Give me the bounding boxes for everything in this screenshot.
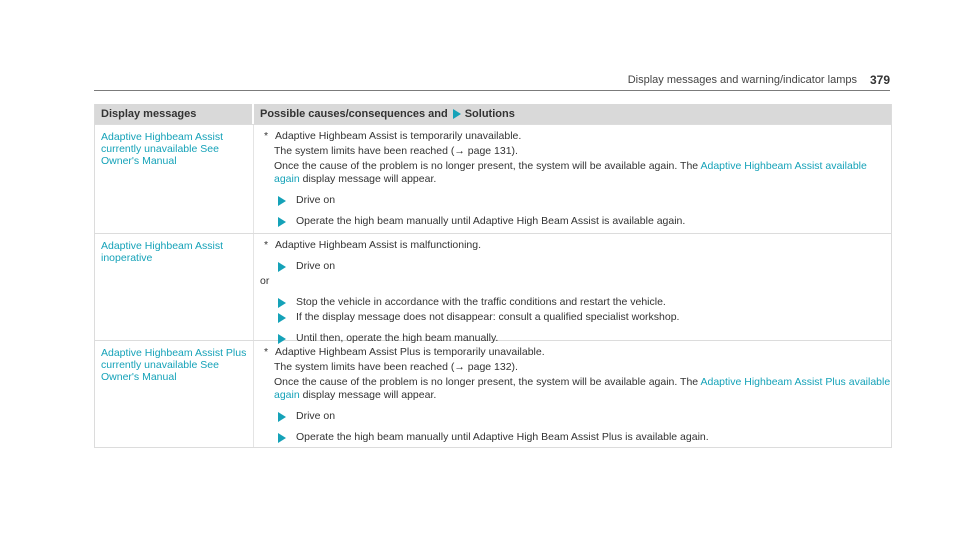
col-heading-causes-solutions: Possible causes/consequences and Solutions [260,108,515,120]
page-ref-arrow-icon: → [454,145,465,157]
or-label: or [260,275,270,287]
col-heading-display-messages: Display messages [95,104,254,124]
asterisk-icon: * [264,239,269,251]
step-arrow-icon [278,433,286,443]
solution-arrow-icon [453,109,461,119]
step-arrow-icon [278,196,286,206]
section-title: Display messages and warning/indicator lamps [627,74,857,86]
page-number: 379 [869,73,890,87]
display-message: Adaptive Highbeam Assist inoperative [95,234,254,340]
cause-line: * Adaptive Highbeam Assist Plus is temporarily unavailable. [260,346,891,359]
page-header [94,72,890,91]
display-message-inline: Adaptive Highbeam Assist Plus available again [274,376,891,401]
causes-solutions [254,341,891,447]
solution-step: Drive on [260,410,891,423]
display-message-inline: Adaptive Highbeam Assist available again [274,160,867,185]
once-line: Once the cause of the problem is no longer present, the system will be available again. The Adaptive Highbeam Assist Plus available again display message will appear. [274,376,891,401]
table-row [95,340,891,447]
step-arrow-icon [278,217,286,227]
page-reference-link[interactable]: page 132). [467,361,518,373]
step-arrow-icon [278,262,286,272]
display-message: Adaptive Highbeam Assist Plus currently unavailable See Owner's Manual [95,341,254,447]
table-row [95,233,891,344]
display-messages-table [94,104,892,448]
limits-line: The system limits have been reached (→ page 131). [274,145,518,157]
causes-solutions [254,234,891,344]
step-arrow-icon [278,313,286,323]
table-header [95,104,891,124]
cause-line: * Adaptive Highbeam Assist is malfunctioning. [260,239,891,252]
solution-step: Operate the high beam manually until Adaptive High Beam Assist Plus is available again. [260,431,891,444]
once-line: Once the cause of the problem is no longer present, the system will be available again. The Adaptive Highbeam Assist available again display message will appear. [274,160,867,185]
asterisk-icon: * [264,130,269,142]
solution-step: Until then, operate the high beam manually. [260,332,891,345]
cause-line: * Adaptive Highbeam Assist is temporarily unavailable. [260,130,891,143]
asterisk-icon: * [264,346,269,358]
causes-solutions [254,125,891,233]
limits-line: The system limits have been reached (→ page 132). [274,361,518,373]
display-message: Adaptive Highbeam Assist currently unavailable See Owner's Manual [95,125,254,233]
page-ref-arrow-icon: → [454,361,465,373]
step-arrow-icon [278,298,286,308]
solution-step: Operate the high beam manually until Adaptive High Beam Assist is available again. [260,215,891,228]
solution-step: Stop the vehicle in accordance with the traffic conditions and restart the vehicle. [260,296,891,309]
page-reference-link[interactable]: page 131). [467,145,518,157]
table-row [95,124,891,233]
step-arrow-icon [278,412,286,422]
solution-step: Drive on [260,260,891,273]
solution-step: If the display message does not disappear: consult a qualified specialist workshop. [260,311,891,324]
solution-step: Drive on [260,194,891,207]
